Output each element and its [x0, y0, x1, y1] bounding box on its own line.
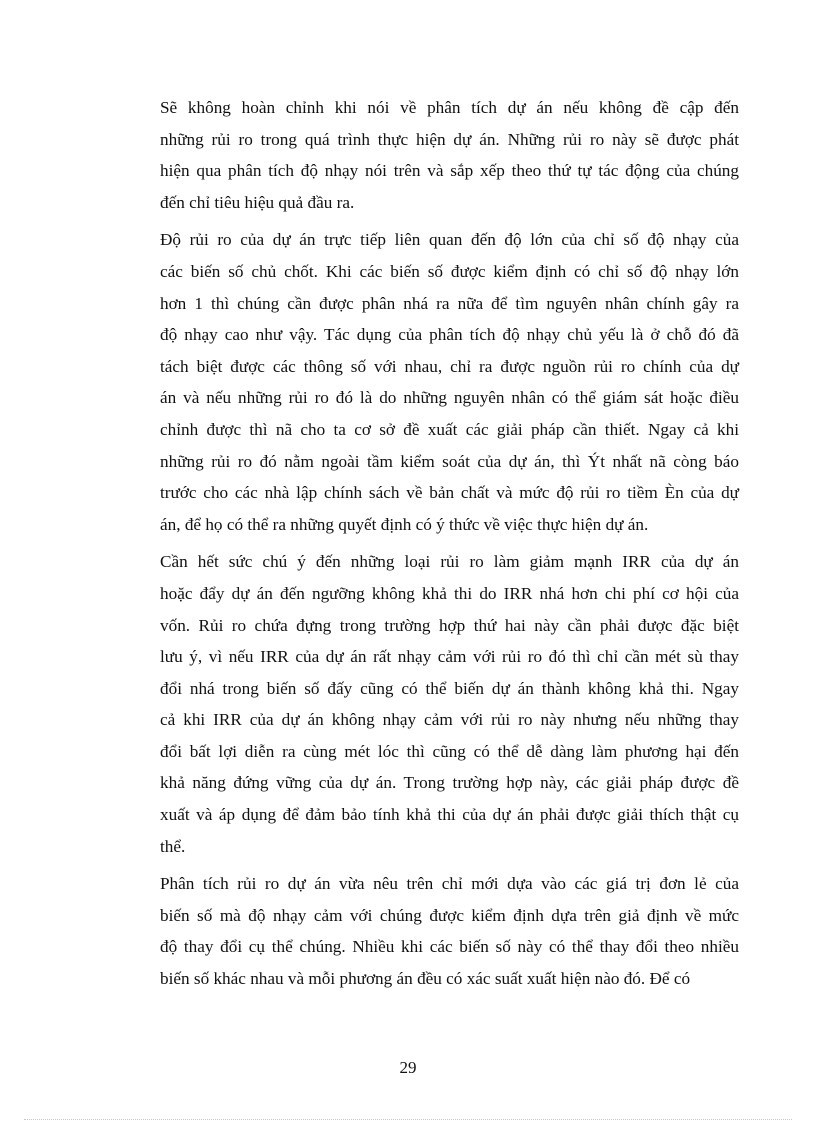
- text-line: những rủi ro đó nằm ngoài tầm kiểm soát của dự án, thì Ýt nhất nã còng báo: [160, 451, 739, 471]
- text-line: đổi bất lợi diễn ra cùng mét lóc thì cũng có thể dễ dàng làm phương hại đến: [160, 741, 739, 761]
- text-line: Cần hết sức chú ý đến những loại rủi ro làm giảm mạnh IRR của dự án: [160, 552, 739, 572]
- text-line: cả khi IRR của dự án không nhạy cảm với rủi ro này nhưng nếu những thay: [160, 710, 739, 730]
- text-line: tách biệt được các thông số với nhau, chỉ ra được nguồn rủi ro chính của dự: [160, 356, 739, 376]
- text-line: biến số mà độ nhạy cảm với chúng được kiểm định dựa trên giả định về mức: [160, 905, 739, 925]
- text-line: độ thay đổi cụ thể chúng. Nhiều khi các biến số này có thể thay đổi theo nhiều: [160, 937, 739, 957]
- text-line: trước cho các nhà lập chính sách về bản chất và mức độ rủi ro tiềm Èn của dự: [160, 483, 739, 503]
- page-bottom-divider: [24, 1119, 792, 1120]
- text-line: hoặc đẩy dự án đến ngưỡng không khả thi do IRR nhá hơn chi phí cơ hội của: [160, 583, 739, 603]
- paragraph: [137, 546, 739, 862]
- text-line: Sẽ không hoàn chỉnh khi nói về phân tích dự án nếu không đề cập đến: [160, 98, 739, 117]
- text-line: Độ rủi ro của dự án trực tiếp liên quan đến độ lớn của chỉ số độ nhạy của: [160, 230, 739, 250]
- body-text: [137, 92, 739, 1001]
- text-line: án, để họ có thể ra những quyết định có ý thức về việc thực hiện dự án.: [160, 514, 649, 534]
- text-line: lưu ý, vì nếu IRR của dự án rất nhạy cảm với rủi ro đó thì chỉ cần mét sù thay: [160, 647, 739, 667]
- page-number: 29: [399, 1058, 417, 1077]
- text-line: chỉnh được thì nã cho ta cơ sở đề xuất các giải pháp cần thiết. Ngay cả khi: [160, 419, 739, 439]
- text-line: án và nếu những rủi ro đó là do những nguyên nhân có thể giám sát hoặc điều: [160, 388, 739, 408]
- text-line: những rủi ro trong quá trình thực hiện dự án. Những rủi ro này sẽ được phát: [160, 129, 739, 149]
- text-line: vốn. Rủi ro chứa đựng trong trường hợp thứ hai này cần phải được đặc biệt: [160, 615, 739, 635]
- text-line: hơn 1 thì chúng cần được phân nhá ra nữa để tìm nguyên nhân chính gây ra: [160, 293, 739, 313]
- paragraph: [137, 224, 739, 540]
- paragraph: [137, 868, 739, 994]
- text-line: độ nhạy cao như vậy. Tác dụng của phân tích độ nhạy chủ yếu là ở chỗ đó đã: [160, 325, 739, 345]
- text-line: hiện qua phân tích độ nhạy nói trên và sắp xếp theo thứ tự tác động của chúng: [160, 161, 739, 181]
- text-line: đổi nhá trong biến số đấy cũng có thể biến dự án thành không khả thi. Ngay: [160, 678, 739, 698]
- text-line: biến số khác nhau và mỗi phương án đều có xác suất xuất hiện nào đó. Để có: [160, 969, 691, 989]
- text-line: đến chỉ tiêu hiệu quả đầu ra.: [160, 192, 355, 212]
- text-line: thể.: [160, 836, 186, 856]
- text-line: xuất và áp dụng để đảm bảo tính khả thi của dự án phải được giải thích thật cụ: [160, 805, 739, 825]
- text-line: Phân tích rủi ro dự án vừa nêu trên chỉ mới dựa vào các giá trị đơn lẻ của: [160, 874, 739, 894]
- text-line: khả năng đứng vững của dự án. Trong trường hợp này, các giải pháp được đề: [160, 773, 739, 793]
- text-line: các biến số chủ chốt. Khi các biến số được kiểm định có chỉ số độ nhạy lớn: [160, 261, 739, 281]
- paragraph: [137, 92, 739, 218]
